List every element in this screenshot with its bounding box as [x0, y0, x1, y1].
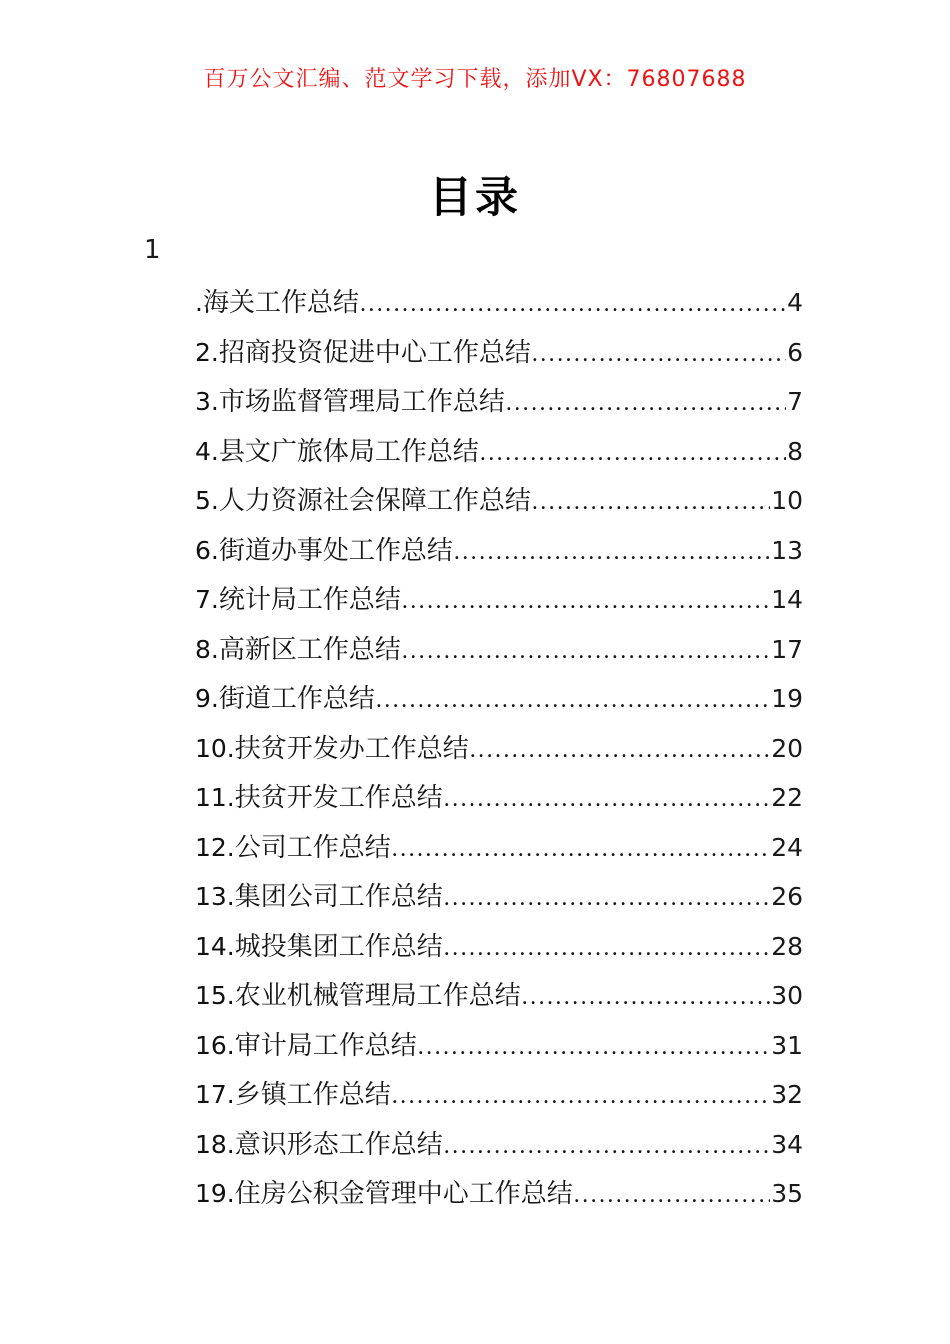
toc-entry-number: 18. — [195, 1129, 235, 1159]
toc-entry[interactable] — [195, 635, 803, 665]
toc-entry-page: 26 — [771, 882, 803, 911]
toc-leader-dots — [444, 882, 770, 913]
toc-entry-number: 8. — [195, 634, 219, 664]
toc-entry[interactable] — [195, 1130, 803, 1160]
toc-entry[interactable] — [195, 387, 803, 417]
toc-entry-number: 12. — [195, 832, 235, 862]
toc-entry-number: 4. — [195, 436, 219, 466]
toc-entry-page: 4 — [787, 288, 803, 317]
toc-leader-dots — [376, 684, 770, 715]
toc-entry[interactable] — [195, 486, 803, 516]
toc-leader-dots — [402, 585, 770, 616]
toc-entry-number: 15. — [195, 981, 235, 1010]
toc-leader-dots — [522, 981, 770, 1012]
toc-leader-dots — [574, 1179, 770, 1210]
toc-entry-page: 34 — [771, 1129, 803, 1159]
toc-entry[interactable] — [195, 684, 803, 714]
toc-entry-number: 14. — [195, 931, 235, 961]
toc-entry-page: 13 — [771, 535, 803, 565]
toc-entry-page: 14 — [771, 585, 803, 614]
toc-entry-label: 市场监督管理局工作总结 — [218, 387, 505, 416]
toc-entry[interactable] — [195, 1080, 803, 1110]
toc-entry-number: 17. — [195, 1080, 235, 1109]
toc-entry-label: 扶贫开发工作总结 — [234, 783, 443, 812]
toc-entry-label: 招商投资促进中心工作总结 — [218, 337, 531, 367]
toc-entry-number: 11. — [195, 783, 235, 812]
toc-entry-number: 5. — [195, 486, 219, 515]
toc-leader-dots — [444, 1130, 770, 1161]
toc-entry[interactable] — [195, 932, 803, 962]
toc-entry-label: 海关工作总结 — [202, 288, 359, 317]
toc-entry[interactable] — [195, 536, 803, 566]
toc-entry-number: 9. — [195, 684, 219, 713]
orphan-paragraph-number: 1 — [144, 235, 161, 265]
toc-entry[interactable] — [195, 833, 803, 863]
toc-entry-number: 13. — [195, 882, 235, 911]
toc-leader-dots — [532, 486, 770, 517]
toc-entry-label: 意识形态工作总结 — [234, 1129, 443, 1159]
toc-entry[interactable] — [195, 981, 803, 1011]
toc-entry-number: 6. — [195, 535, 219, 565]
toc-entry-label: 县文广旅体局工作总结 — [218, 436, 479, 466]
toc-entry-label: 统计局工作总结 — [218, 585, 401, 614]
toc-entry-label: 农业机械管理局工作总结 — [234, 981, 521, 1010]
toc-entry[interactable] — [195, 437, 803, 467]
toc-entry-number: 10. — [195, 733, 235, 763]
page-title: 目录 — [429, 173, 521, 223]
toc-entry-page: 19 — [771, 684, 803, 713]
toc-leader-dots — [470, 734, 770, 765]
toc-entry-number: . — [195, 288, 203, 317]
toc-leader-dots — [392, 833, 770, 864]
toc-entry-page: 22 — [771, 783, 803, 812]
toc-entry[interactable] — [195, 585, 803, 615]
toc-entry-label: 审计局工作总结 — [234, 1030, 417, 1060]
toc-leader-dots — [506, 387, 786, 418]
toc-entry-label: 人力资源社会保障工作总结 — [218, 486, 531, 515]
toc-entry-label: 住房公积金管理中心工作总结 — [234, 1179, 573, 1208]
toc-entry-page: 17 — [771, 634, 803, 664]
toc-entry[interactable] — [195, 783, 803, 813]
toc-entry[interactable] — [195, 734, 803, 764]
toc-entry-label: 城投集团工作总结 — [234, 931, 443, 961]
toc-entry-label: 街道办事处工作总结 — [218, 535, 453, 565]
toc-entry-number: 7. — [195, 585, 219, 614]
toc-entry-page: 20 — [771, 733, 803, 763]
toc-entry-page: 30 — [771, 981, 803, 1010]
toc-leader-dots — [402, 635, 770, 666]
toc-leader-dots — [360, 288, 786, 319]
toc-entry-number: 2. — [195, 337, 219, 367]
toc-entry-number: 19. — [195, 1179, 235, 1208]
toc-leader-dots — [532, 338, 786, 369]
toc-leader-dots — [418, 1031, 770, 1062]
promo-notice-text: 百万公文汇编、范文学习下载，添加VX：76807688 — [203, 67, 747, 92]
toc-entry-page: 24 — [771, 832, 803, 862]
table-of-contents — [195, 288, 803, 1229]
toc-leader-dots — [444, 783, 770, 814]
toc-entry-label: 乡镇工作总结 — [234, 1080, 391, 1109]
toc-leader-dots — [444, 932, 770, 963]
toc-entry-page: 35 — [771, 1179, 803, 1208]
toc-entry-label: 扶贫开发办工作总结 — [234, 733, 469, 763]
toc-entry[interactable] — [195, 1179, 803, 1209]
toc-entry-page: 28 — [771, 931, 803, 961]
toc-entry-label: 公司工作总结 — [234, 832, 391, 862]
toc-entry-page: 6 — [787, 337, 803, 367]
toc-entry-label: 街道工作总结 — [218, 684, 375, 713]
toc-leader-dots — [480, 437, 786, 468]
toc-leader-dots — [392, 1080, 770, 1111]
toc-entry-number: 16. — [195, 1030, 235, 1060]
toc-entry-page: 32 — [771, 1080, 803, 1109]
toc-entry-number: 3. — [195, 387, 219, 416]
toc-entry-page: 10 — [771, 486, 803, 515]
toc-entry[interactable] — [195, 288, 803, 318]
toc-entry[interactable] — [195, 338, 803, 368]
toc-entry[interactable] — [195, 882, 803, 912]
toc-leader-dots — [454, 536, 770, 567]
toc-entry-label: 集团公司工作总结 — [234, 882, 443, 911]
toc-entry-label: 高新区工作总结 — [218, 634, 401, 664]
toc-entry[interactable] — [195, 1031, 803, 1061]
toc-entry-page: 8 — [787, 436, 803, 466]
toc-entry-page: 7 — [787, 387, 803, 416]
toc-entry-page: 31 — [771, 1030, 803, 1060]
